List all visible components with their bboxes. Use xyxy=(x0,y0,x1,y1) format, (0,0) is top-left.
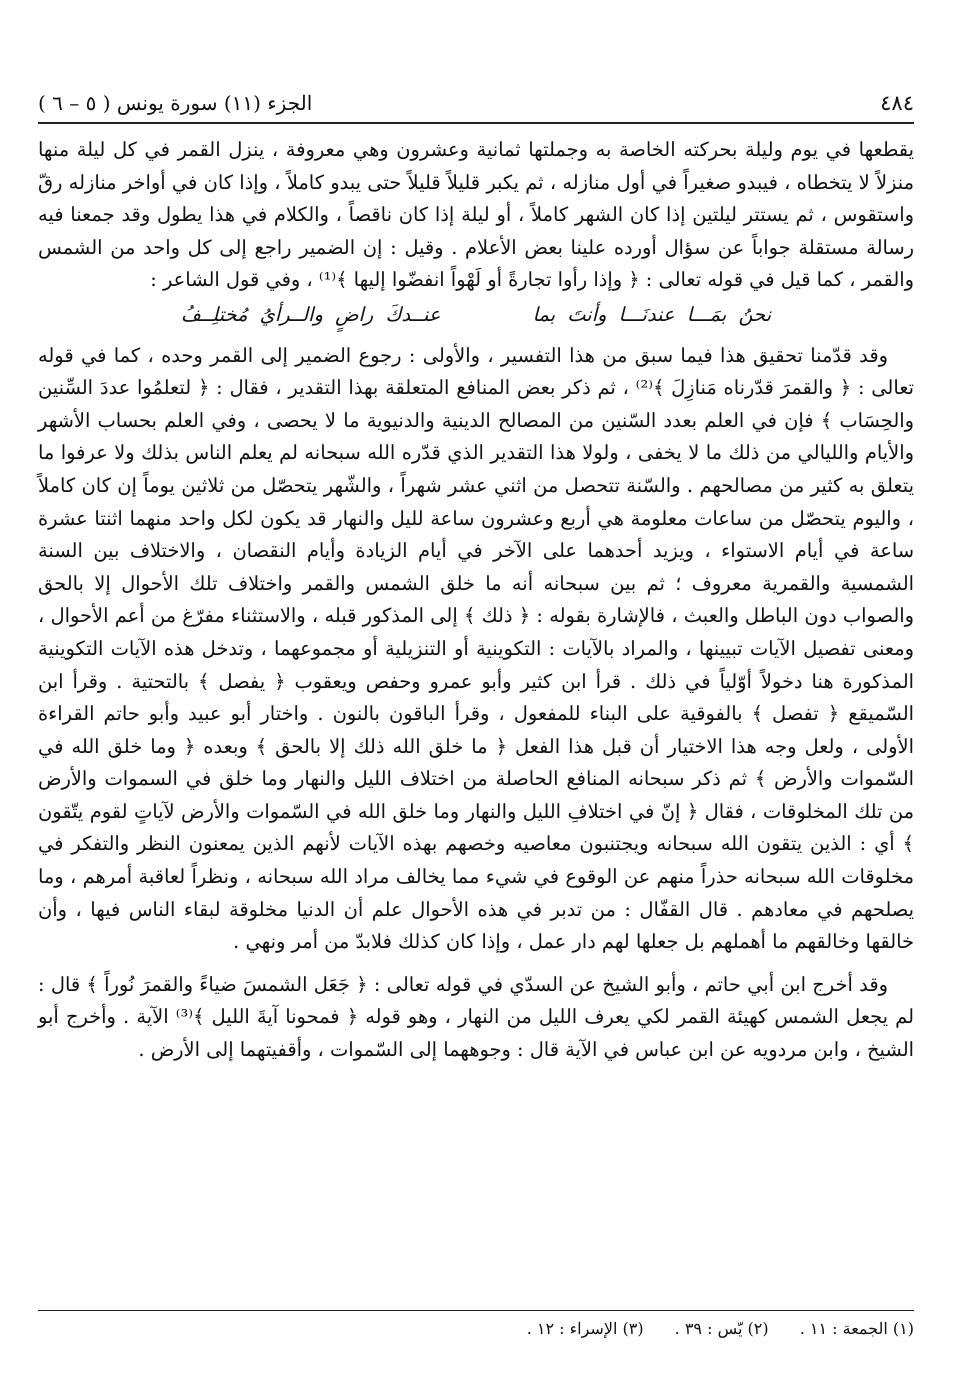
verse-second-hemistich: عنــدكَ راضٍ والــرأيُ مُختلِــفُ xyxy=(180,302,441,326)
paragraph-1: يقطعها في يوم وليلة بحركته الخاصة به وجملتها ثمانية وعشرون وهي معروفة ، ينزل القمر في كل ليلة منها منزلاً لا يتخطاه ، فيبدو صغيراً في أول منازله ، ثم يكبر قليلاً قليلاً حتى يبدو كاملاً ، وإذا كان في أواخر منازله رقّ واستقوس ، ثم يستتر ليلتين إذا كان الشهر كاملاً ، أو ليلة إذا كان ناقصاً ، والكلام في هذا يطول وقد جمعنا فيه رسالة مستقلة جواباً عن سؤال أورده علينا بعض الأعلام . وقيل : إن الضمير راجع إلى كل واحد من الشمس والقمر ، كما قيل في قوله تعالى : ﴿ وإذا رأوا تجارةً أو لَهْواً انفضّوا إليها ﴾⁽¹⁾ ، وفي قول الشاعر : xyxy=(38,138,914,292)
running-title: الجزء (١١) سورة يونس ( ٥ – ٦ ) xyxy=(38,91,313,115)
footnotes xyxy=(38,1316,914,1342)
paragraph-2: وقد قدّمنا تحقيق هذا فيما سبق من هذا التفسير ، والأولى : رجوع الضمير إلى القمر وحده ، كما في قوله تعالى : ﴿ والقمرَ قدّرناه مَنازِلَ ﴾⁽²⁾ ، ثم ذكر بعض المنافع المتعلقة بهذا التقدير ، فقال : ﴿ لتعلمُوا عددَ السِّنين والحِسَاب ﴾ فإن في العلم بعدد السّنين من المصالح الدينية والدنيوية ما لا يحصى ، وفي العلم بحساب الأشهر والأيام والليالي من ذلك ما لا يخفى ، ولولا هذا التقدير الذي قدّره الله سبحانه لم يعلم الناس بذلك ولا عرفوا ما يتعلق به كثير من مصالحهم . والسّنة تتحصل من اثني عشر شهراً ، والشّهر يتحصّل من ثلاثين يوماً إن كان كاملاً ، واليوم يتحصّل من ساعات معلومة هي أربع وعشرون ساعة لليل والنهار قد يكون لكل واحد منهما اثنتا عشرة ساعة في أيام الاستواء ، ويزيد أحدهما على الآخر في أيام الزيادة وأيام النقصان ، والاختلاف بين السنة الشمسية والقمرية معروف ؛ ثم بين سبحانه أنه ما خلق الشمس والقمر واختلاف تلك الأحوال إلا بالحق والصواب دون الباطل والعبث ، فالإشارة بقوله : ﴿ ذلك ﴾ إلى المذكور قبله ، والاستثناء مفرّغ من أعم الأحوال ، ومعنى تفصيل الآيات تبيينها ، والمراد بالآيات : التكوينية أو التنزيلية أو مجموعهما ، وتدخل هذه الآيات التكوينية المذكورة هنا دخولاً أوّلياً في ذلك . قرأ ابن كثير وأبو عمرو وحفص ويعقوب ﴿ يفصل ﴾ بالتحتية . وقرأ ابن السّميقع ﴿ تفصل ﴾ بالفوقية على البناء للمفعول ، وقرأ الباقون بالنون . واختار أبو عبيد وأبو حاتم القراءة الأولى ، ولعل وجه هذا الاختيار أن قبل هذا الفعل ﴿ ما خلق الله ذلك إلا بالحق ﴾ وبعده ﴿ وما خلق الله في السّموات والأرض ﴾ ثم ذكر سبحانه المنافع الحاصلة من اختلاف الليل والنهار وما خلق في السموات والأرض من تلك المخلوقات ، فقال ﴿ إنّ في اختلافِ الليل والنهار وما خلق الله في السّموات والأرض لآياتٍ لقوم يتّقون ﴾ أي : الذين يتقون الله سبحانه ويجتنبون معاصيه وخصهم بهذه الآيات لأنهم الذين يمعنون النظر والتفكر في مخلوقات الله سبحانه حذراً منهم عن الوقوع في شيء مما يخالف مراد الله سبحانه ، ونظراً لعاقبة أمرهم ، وما يصلحهم في معادهم . قال القفّال : من تدبر في هذه الأحوال علم أن الدنيا مخلوقة لبقاء الناس فيها ، وأن خالقها وخالقهم ما أهملهم بل جعلها لهم دار عمل ، وإذا كان كذلك فلابدّ من أمر ونهي . xyxy=(38,343,914,954)
verse-first-hemistich: نحنُ بمَـــا عندنَـــا وأنتَ بما xyxy=(532,302,772,326)
page-number: ٤٨٤ xyxy=(880,91,914,115)
header-rule xyxy=(38,122,914,124)
footnote-1: (١) الجمعة : ١١ . xyxy=(799,1319,914,1338)
footnote-3: (٣) الإسراء : ١٢ . xyxy=(526,1319,644,1338)
footnote-2: (٢) يّس : ٣٩ . xyxy=(674,1319,769,1338)
main-text xyxy=(38,134,914,1067)
footnote-rule xyxy=(38,1310,914,1311)
paragraph-gap xyxy=(38,959,914,969)
poetry-verse xyxy=(38,297,914,340)
running-header xyxy=(38,84,914,124)
paragraph-3: وقد أخرج ابن أبي حاتم ، وأبو الشيخ عن السدّي في قوله تعالى : ﴿ جَعَل الشمسَ ضياءً والقمرَ نُوراً ﴾ قال : لم يجعل الشمس كهيئة القمر لكي يعرف الليل من النهار ، وهو قوله ﴿ فمحونا آيةَ الليل ﴾⁽³⁾ الآية . وأخرج أبو الشيخ ، وابن مردويه عن ابن عباس في الآية قال : وجوههما إلى السّموات ، وأقفيتهما إلى الأرض . xyxy=(38,972,914,1062)
